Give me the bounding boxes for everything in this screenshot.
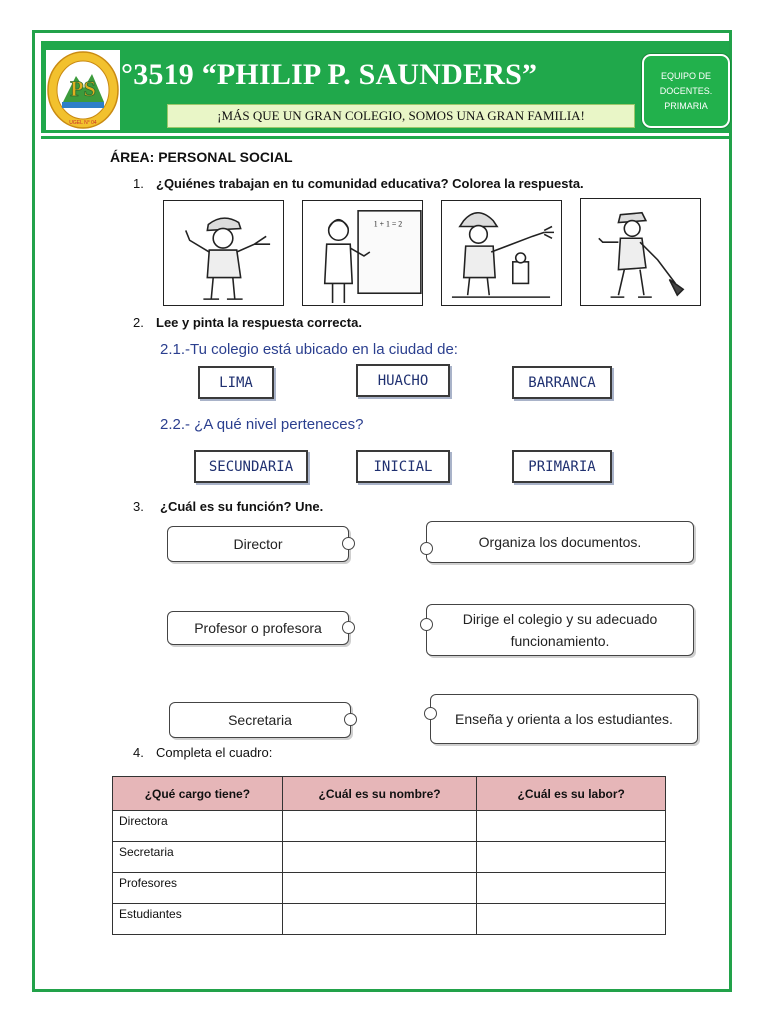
cleaner-image[interactable] bbox=[580, 198, 701, 306]
table-header-row bbox=[113, 777, 666, 811]
option-huacho[interactable]: HUACHO bbox=[356, 364, 450, 397]
table-cell-nombre[interactable] bbox=[282, 842, 477, 873]
table-cell-nombre[interactable] bbox=[282, 873, 477, 904]
table-cell-labor[interactable] bbox=[477, 904, 666, 935]
school-logo bbox=[46, 50, 120, 130]
table-row bbox=[113, 873, 666, 904]
subquestion-2-1: 2.1.-Tu colegio está ubicado en la ciudad de: bbox=[160, 341, 458, 358]
badge-line: PRIMARIA bbox=[664, 100, 708, 111]
table-cell-labor[interactable] bbox=[477, 873, 666, 904]
table-row bbox=[113, 842, 666, 873]
badge-line: DOCENTES. bbox=[659, 85, 713, 96]
question-2-number: 2. bbox=[133, 315, 144, 330]
cleaner-drawing bbox=[581, 199, 700, 305]
board-text: 1 + 1 = 2 bbox=[373, 219, 403, 229]
function-box-dirige[interactable]: Dirige el colegio y su adecuado funcionamiento. bbox=[426, 604, 694, 656]
table-row bbox=[113, 811, 666, 842]
option-secundaria[interactable]: SECUNDARIA bbox=[194, 450, 308, 483]
question-2-text: Lee y pinta la respuesta correcta. bbox=[156, 315, 362, 330]
table-cell-labor[interactable] bbox=[477, 842, 666, 873]
table-cell-cargo: Estudiantes bbox=[113, 904, 283, 935]
header-divider bbox=[41, 136, 729, 139]
connector-dot[interactable] bbox=[342, 621, 355, 634]
option-primaria[interactable]: PRIMARIA bbox=[512, 450, 612, 483]
question-1-text: ¿Quiénes trabajan en tu comunidad educativa? Colorea la respuesta. bbox=[156, 176, 584, 191]
connector-dot[interactable] bbox=[342, 537, 355, 550]
school-title: °3519 “PHILIP P. SAUNDERS” bbox=[121, 58, 538, 91]
question-4-text: Completa el cuadro: bbox=[156, 745, 273, 760]
badge-line: EQUIPO DE bbox=[660, 70, 711, 81]
firefighter-image[interactable] bbox=[441, 200, 562, 306]
subject-area: ÁREA: PERSONAL SOCIAL bbox=[110, 149, 293, 165]
option-lima[interactable]: LIMA bbox=[198, 366, 274, 399]
role-box-secretaria[interactable]: Secretaria bbox=[169, 702, 351, 738]
school-logo-emblem bbox=[46, 50, 120, 130]
svg-text:PS: PS bbox=[70, 76, 96, 101]
team-badge bbox=[642, 54, 730, 128]
police-officer-image[interactable] bbox=[163, 200, 284, 306]
connector-dot[interactable] bbox=[420, 542, 433, 555]
table-cell-cargo: Profesores bbox=[113, 873, 283, 904]
table-cell-labor[interactable] bbox=[477, 811, 666, 842]
firefighter-drawing bbox=[442, 201, 561, 305]
table-header-cell: ¿Qué cargo tiene? bbox=[113, 777, 283, 811]
function-box-ensena[interactable]: Enseña y orienta a los estudiantes. bbox=[430, 694, 698, 744]
teacher-drawing bbox=[303, 201, 422, 305]
question-4-number: 4. bbox=[133, 745, 144, 760]
subquestion-2-2: 2.2.- ¿A qué nivel perteneces? bbox=[160, 416, 364, 433]
option-barranca[interactable]: BARRANCA bbox=[512, 366, 612, 399]
school-motto: ¡MÁS QUE UN GRAN COLEGIO, SOMOS UNA GRAN FAMILIA! bbox=[167, 104, 635, 128]
table-cell-cargo: Directora bbox=[113, 811, 283, 842]
connector-dot[interactable] bbox=[344, 713, 357, 726]
connector-dot[interactable] bbox=[424, 707, 437, 720]
question-3-number: 3. bbox=[133, 499, 144, 514]
table-header-cell: ¿Cuál es su labor? bbox=[477, 777, 666, 811]
police-officer-drawing bbox=[164, 201, 283, 305]
staff-table bbox=[112, 776, 666, 935]
table-cell-nombre[interactable] bbox=[282, 904, 477, 935]
option-inicial[interactable]: INICIAL bbox=[356, 450, 450, 483]
question-3-text: ¿Cuál es su función? Une. bbox=[160, 499, 324, 514]
connector-dot[interactable] bbox=[420, 618, 433, 631]
table-row bbox=[113, 904, 666, 935]
table-cell-nombre[interactable] bbox=[282, 811, 477, 842]
svg-text:UGEL N° 04: UGEL N° 04 bbox=[69, 120, 97, 126]
role-box-profesor[interactable]: Profesor o profesora bbox=[167, 611, 349, 645]
table-cell-cargo: Secretaria bbox=[113, 842, 283, 873]
function-box-documentos[interactable]: Organiza los documentos. bbox=[426, 521, 694, 563]
table-header-cell: ¿Cuál es su nombre? bbox=[282, 777, 477, 811]
role-box-director[interactable]: Director bbox=[167, 526, 349, 562]
teacher-image[interactable] bbox=[302, 200, 423, 306]
question-1-number: 1. bbox=[133, 176, 144, 191]
